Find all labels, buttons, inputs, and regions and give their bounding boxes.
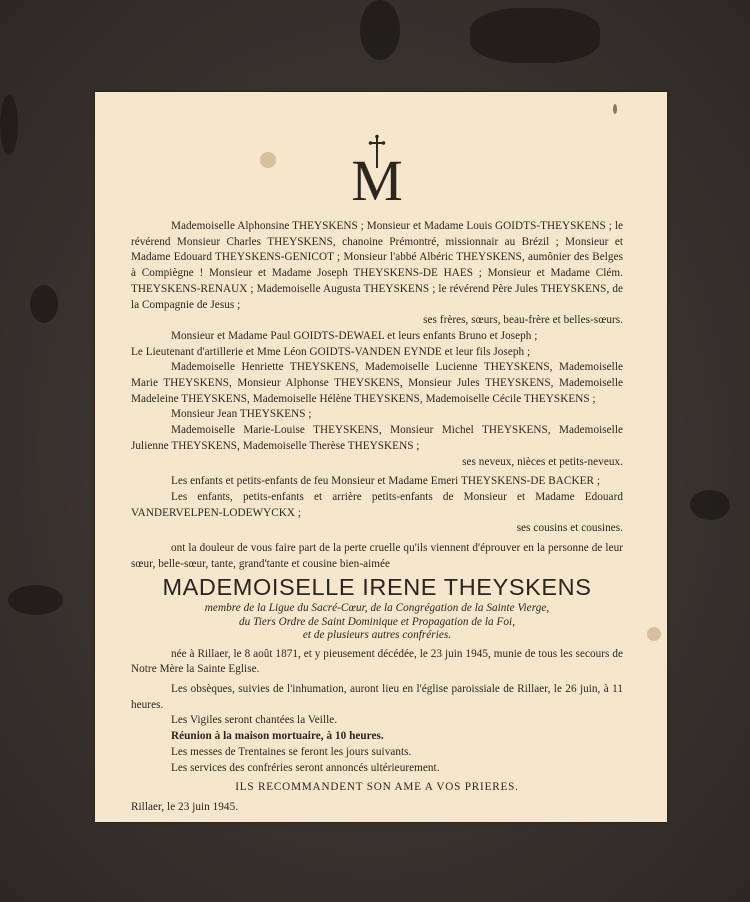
family-paragraph: Les enfants, petits-enfants et arrière petits-enfants de Monsieur et Madame Edouard VANDERVELPEN-LODEWYCKX ; [131, 490, 623, 519]
dark-blot [470, 8, 600, 63]
dark-blot [690, 490, 730, 520]
paper-stain [260, 152, 276, 168]
membership-line: du Tiers Ordre de Saint Dominique et Propagation de la Foi, [238, 615, 516, 628]
masses-text: Les messes de Trentaines se feront les jours suivants. [171, 745, 412, 758]
funeral-text: Les obsèques, suivies de l'inhumation, auront lieu en l'église paroissiale de Rillaer, le 26 juin, à 11 heures. [131, 683, 623, 711]
dark-blot [0, 95, 18, 155]
death-notice-card [95, 92, 667, 822]
services-text: Les services des confréries seront annoncés ultérieurement. [171, 761, 440, 774]
vigils-text: Les Vigiles seront chantées la Veille. [171, 714, 338, 727]
family-paragraph: Mademoiselle Marie-Louise THEYSKENS, Monsieur Michel THEYSKENS, Mademoiselle Julienne THEYSKENS, Mademoiselle Therèse THEYSKENS ; [131, 424, 623, 452]
monogram-cross-icon [342, 134, 412, 204]
family-paragraph: Le Lieutenant d'artillerie et Mme Léon GOIDTS-VANDEN EYNDE et leur fils Joseph ; [131, 345, 531, 358]
meeting-text: Réunion à la maison mortuaire, à 10 heures. [171, 730, 384, 743]
relation-cousins: ses cousins et cousines. [516, 522, 623, 535]
dark-blot [360, 0, 400, 60]
monogram-letter: M [351, 148, 403, 204]
membership-line: et de plusieurs autres confréries. [302, 629, 452, 642]
membership-line: membre de la Ligue du Sacré-Cœur, de la Congrégation de la Sainte Vierge, [204, 602, 550, 615]
notice-body [131, 219, 623, 816]
place-date: Rillaer, le 23 juin 1945. [131, 801, 239, 813]
relation-siblings: ses frères, sœurs, beau-frère et belles-sœurs. [423, 314, 623, 327]
closing-text: ILS RECOMMANDENT SON AME A VOS PRIERES. [235, 781, 519, 794]
relation-nephews: ses neveux, nièces et petits-neveux. [462, 455, 623, 468]
family-paragraph: Mademoiselle Henriette THEYSKENS, Mademoiselle Lucienne THEYSKENS, Mademoiselle Marie THEYSKENS, Monsieur Alphonse THEYSKENS, Monsieur Jules THEYSKENS, Mademoiselle Madeleine THEYSKENS, Mademoiselle Hélène THEYSKENS, Mademoiselle Cécile THEYSKENS ; [131, 361, 623, 405]
family-paragraph: Monsieur et Madame Paul GOIDTS-DEWAEL et leurs enfants Bruno et Joseph ; [171, 329, 538, 342]
dark-blot [30, 285, 58, 323]
family-paragraph: Mademoiselle Alphonsine THEYSKENS ; Monsieur et Madame Louis GOIDTS-THEYSKENS ; le révérend Monsieur Charles THEYSKENS, chanoine Prémontré, missionnair au Brézil ; Monsieur et Madame Edouard THEYSKENS-GENICOT ; Monsieur l'abbé Albéric THEYSKENS, aumônier des Belges à Compiègne ! Monsieur et Madame Joseph THEYSKENS-DE HAES ; Monsieur et Madame Clém. THEYSKENS-RENAUX ; Mademoiselle Augusta THEYSKENS ; le révérend Père Jules THEYSKENS, de la Compagnie de Jesus ; [131, 220, 623, 311]
paper-stain [647, 627, 661, 641]
announcement-text: ont la douleur de vous faire part de la perte cruelle qu'ils viennent d'éprouver en la personne de leur sœur, belle-sœur, tante, grand'tante et cousine bien-aimée [131, 542, 623, 570]
birth-death-text: née à Rillaer, le 8 août 1871, et y pieusement décédée, le 23 juin 1945, munie de tous les secours de Notre Mère la Sainte Eglise. [131, 647, 623, 676]
family-paragraph: Les enfants et petits-enfants de feu Monsieur et Madame Emeri THEYSKENS-DE BACKER ; [171, 475, 600, 488]
paper-stain [613, 104, 617, 114]
deceased-name: MADEMOISELLE IRENE THEYSKENS [162, 574, 592, 601]
dark-blot [8, 585, 63, 615]
family-paragraph: Monsieur Jean THEYSKENS ; [171, 408, 312, 421]
